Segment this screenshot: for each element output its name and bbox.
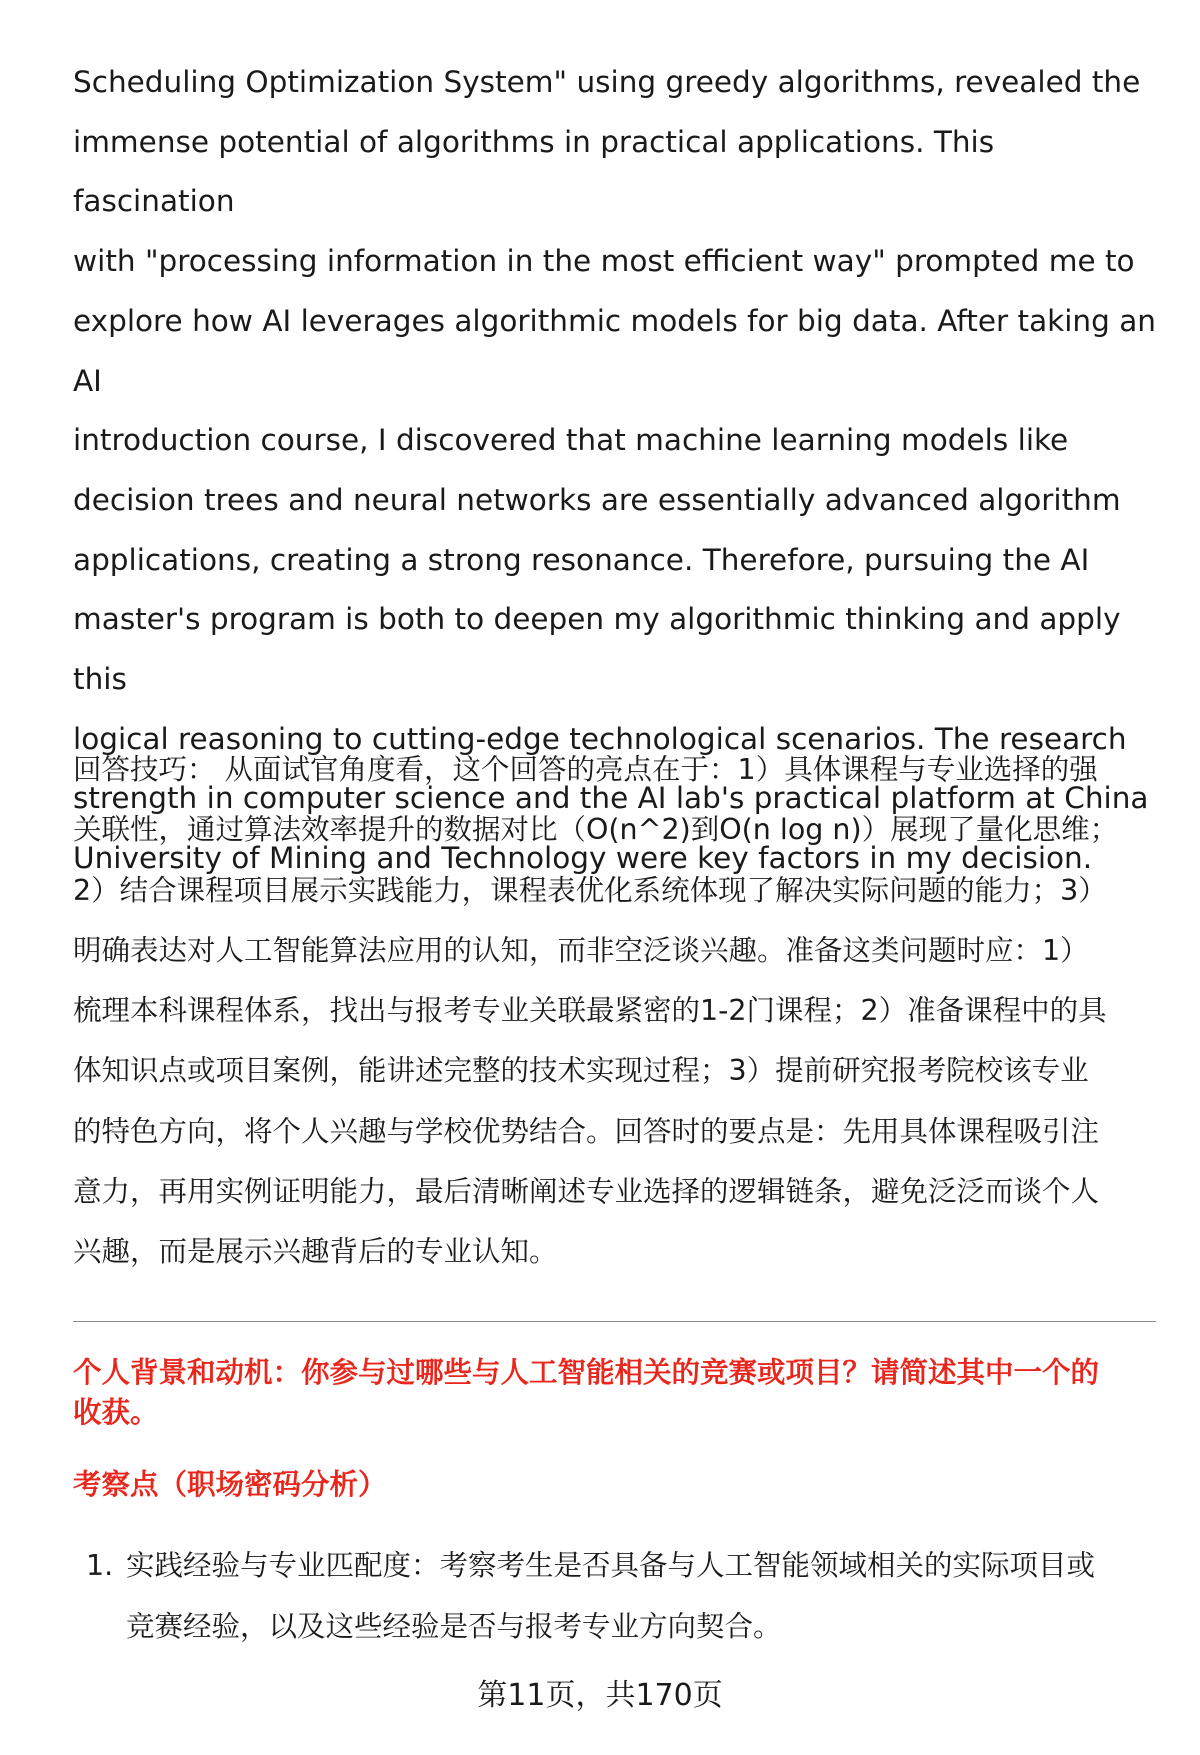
english-paragraph: Scheduling Optimization System" using greedy algorithms, revealed the immense potential of algorithms in practical applications. This fascination with "processing information in the most efficient way" prompted me to explore how AI leverages algorithmic models for big data. After taking an AI introduction course, I discovered that machine learning models like decision trees and neural networks are essentially advanced algorithm applications, creating a strong resonance. Therefore, pursuing the AI master's program is both to deepen my algorithmic thinking and apply this logical reasoning to cutting-edge technological scenarios. The research strength in computer science and the AI lab's practical platform at China University of Mining and Technology were key factors in my decision. [73, 65, 1157, 876]
interview-question: 个人背景和动机：你参与过哪些与人工智能相关的竞赛或项目？请简述其中一个的 收获。 [73, 1356, 1100, 1429]
answer-tips-paragraph: 回答技巧： 从面试官角度看，这个回答的亮点在于：1）具体课程与专业选择的强 关联性，通过算法效率提升的数据对比（O(n^2)到O(n log n)）展现了量化思维； 2）结合课程项目展示实践能力，课程表优化系统体现了解决实际问题的能力；3） 明确表达对人工智能算法应用的认知，而非空泛谈兴趣。准备这类问题时应：1） 梳理本科课程体系，找出与报考专业关联最紧密的1-2门课程；2）准备课程中的具 体知识点或项目案例，能讲述完整的技术实现过程；3）提前研究报考院校该专业 的特色方向，将个人兴趣与学校优势结合。回答时的要点是：先用具体课程吸引注 意力，再用实例证明能力，最后清晰阐述专业选择的逻辑链条，避免泛泛而谈个人 兴趣，而是展示兴趣背后的专业认知。 [73, 753, 1119, 1269]
list-item: 实践经验与专业匹配度：考察考生是否具备与人工智能领域相关的实际项目或 竞赛经验，以及这些经验是否与报考专业方向契合。 [126, 1549, 1096, 1643]
page-footer: 第11页，共170页 [477, 1678, 723, 1713]
list-item-number: 1. [86, 1549, 114, 1582]
section-divider [73, 1321, 1156, 1322]
section-heading: 考察点（职场密码分析） [73, 1468, 387, 1501]
